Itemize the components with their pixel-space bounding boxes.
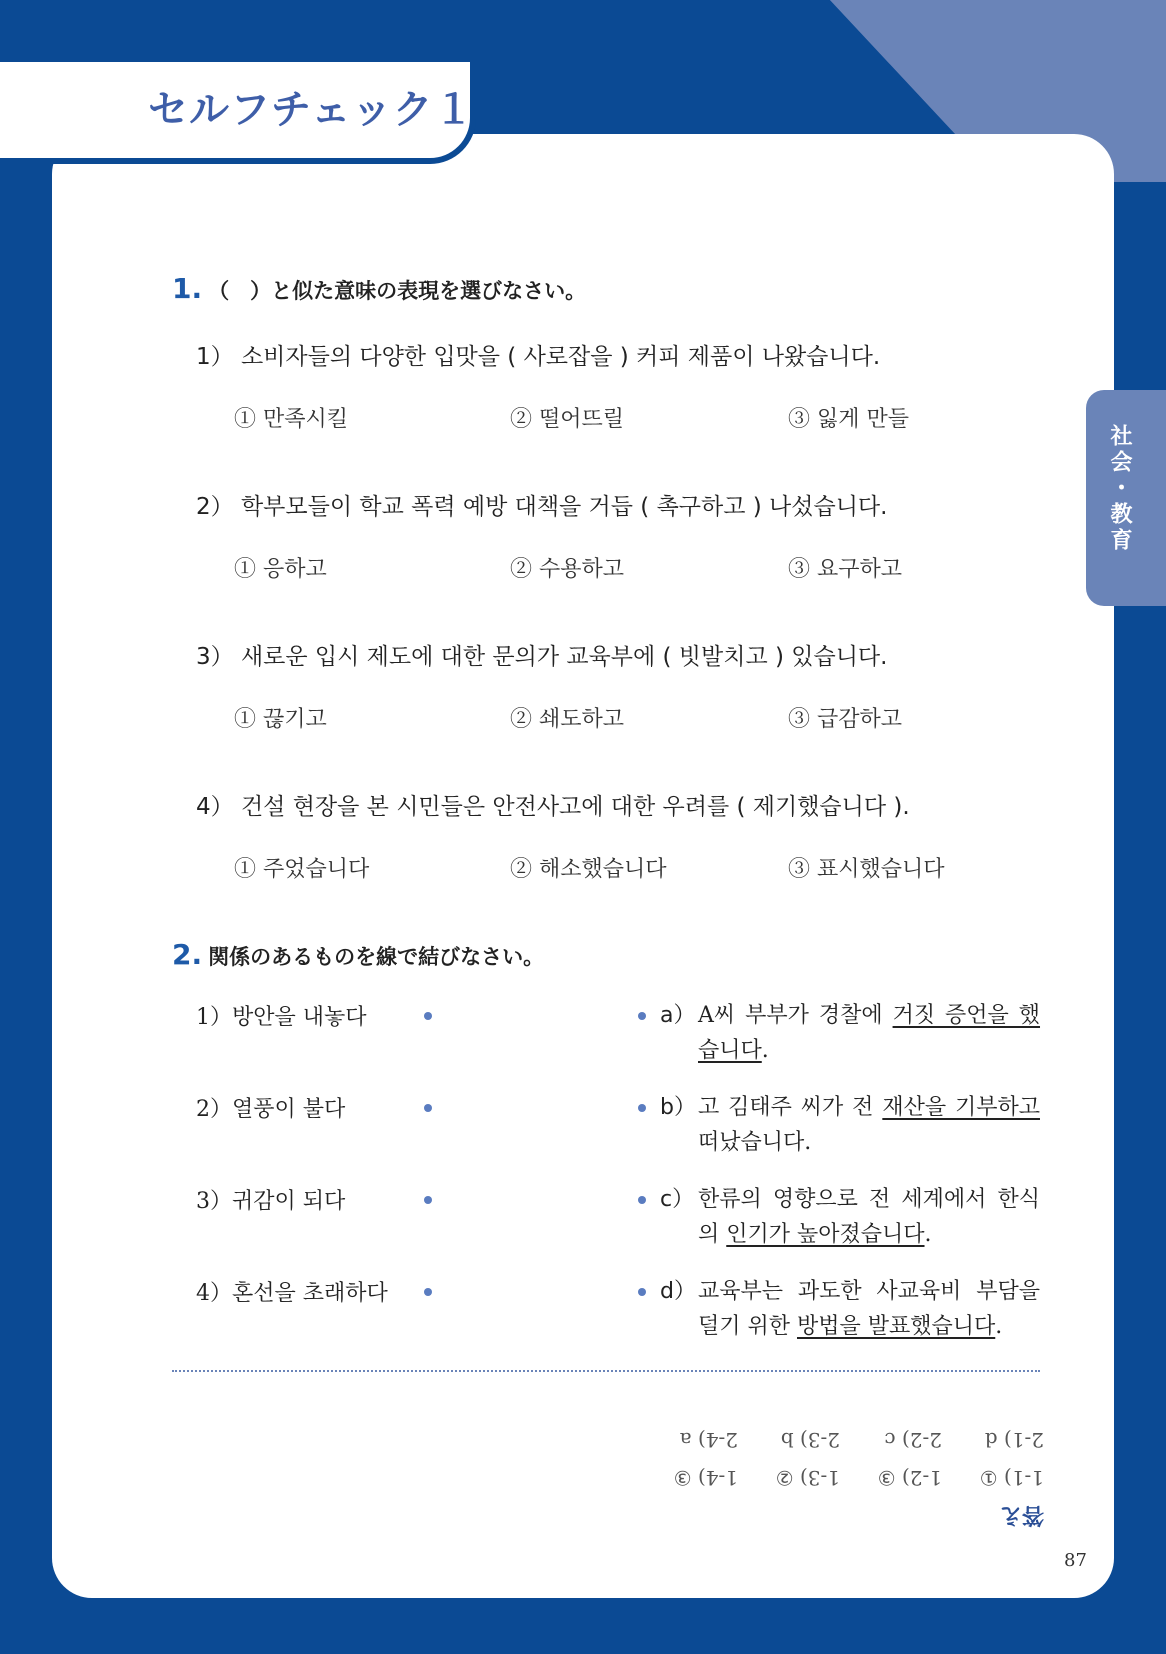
q1-instruction: （ ）と似た意味の表現を選びなさい。 xyxy=(208,279,587,303)
match-dot-left-1[interactable] xyxy=(424,1012,432,1020)
answer-2-4: 2-4) a xyxy=(679,1428,738,1452)
option-underlined: 방법을 발표했습니다 xyxy=(797,1314,996,1339)
item-sentence: 건설 현장을 본 시민들은 안전사고에 대한 우려를 ( 제기했습니다 ). xyxy=(240,794,910,820)
q2-right-c xyxy=(660,1182,1040,1252)
q2-heading xyxy=(172,938,544,971)
option-underlined: 인기가 높아졌습니다 xyxy=(726,1222,925,1247)
chapter-side-label xyxy=(1086,424,1152,554)
q1-3-choice-2: ② 쇄도하고 xyxy=(510,707,625,732)
q2-right-d xyxy=(660,1274,1040,1344)
option-underlined: 재산을 기부하고 xyxy=(882,1095,1040,1120)
match-dot-right-c[interactable] xyxy=(638,1196,646,1204)
q2-left-3: 3）귀감이 되다 xyxy=(196,1189,346,1214)
item-sentence: 소비자들의 다양한 입맛을 ( 사로잡을 ) 커피 제품이 나왔습니다. xyxy=(240,344,881,370)
option-text-end: . xyxy=(761,1038,769,1063)
q1-item-1 xyxy=(196,338,880,371)
option-text: A씨 부부가 경찰에 xyxy=(698,1003,893,1028)
answer-2-1: 2-1) d xyxy=(984,1428,1044,1452)
item-sentence: 새로운 입시 제도에 대한 문의가 교육부에 ( 빗발치고 ) 있습니다. xyxy=(240,644,888,670)
q2-instruction: 関係のあるものを線で結びなさい。 xyxy=(208,945,545,969)
q1-number: 1. xyxy=(172,272,203,305)
q1-2-choice-2: ② 수용하고 xyxy=(510,557,625,582)
q1-item-2 xyxy=(196,488,887,521)
match-dot-left-2[interactable] xyxy=(424,1104,432,1112)
item-label: 3） xyxy=(196,644,234,670)
item-label: 1） xyxy=(196,344,234,370)
match-dot-right-a[interactable] xyxy=(638,1012,646,1020)
answer-key xyxy=(672,1402,1044,1532)
answer-title: 答え xyxy=(999,1502,1044,1527)
q1-1-choice-3: ③ 잃게 만들 xyxy=(788,407,909,432)
answer-divider xyxy=(172,1370,1040,1372)
answer-1-1: 1-1) ① xyxy=(979,1466,1044,1490)
option-label: b） xyxy=(660,1095,696,1120)
option-text-end: 떠났습니다. xyxy=(698,1130,812,1155)
answer-1-4: 1-4) ③ xyxy=(673,1466,738,1490)
option-text: 교육부는 과도한 사교육비 부담을 덜기 위한 xyxy=(698,1279,1040,1339)
q1-4-choice-3: ③ 표시했습니다 xyxy=(788,857,945,882)
option-text-end: . xyxy=(995,1314,1003,1339)
match-dot-left-4[interactable] xyxy=(424,1288,432,1296)
q1-2-choice-1: ① 응하고 xyxy=(234,557,327,582)
q1-item-3 xyxy=(196,638,887,671)
answer-2-3: 2-3) b xyxy=(780,1428,840,1452)
q1-3-choice-1: ① 끊기고 xyxy=(234,707,327,732)
answer-row-1 xyxy=(636,1466,1044,1490)
option-text-end: . xyxy=(924,1222,932,1247)
q1-heading xyxy=(172,272,586,305)
q2-left-4: 4）혼선을 초래하다 xyxy=(196,1281,388,1306)
match-dot-right-d[interactable] xyxy=(638,1288,646,1296)
answer-2-2: 2-2) c xyxy=(884,1428,942,1452)
q2-left-1: 1）방안을 내놓다 xyxy=(196,1005,367,1030)
page-title: セルフチェック１ xyxy=(148,87,475,133)
page-number: 87 xyxy=(1064,1550,1087,1571)
answer-1-2: 1-2) ③ xyxy=(877,1466,942,1490)
q1-item-4 xyxy=(196,788,910,821)
option-label: c） xyxy=(660,1187,695,1212)
q1-1-choice-1: ① 만족시킬 xyxy=(234,407,349,432)
q2-right-b xyxy=(660,1090,1040,1160)
q1-1-choice-2: ② 떨어뜨릴 xyxy=(510,407,625,432)
q1-4-choice-1: ① 주었습니다 xyxy=(234,857,370,882)
q1-3-choice-3: ③ 급감하고 xyxy=(788,707,903,732)
q1-4-choice-2: ② 해소했습니다 xyxy=(510,857,667,882)
match-dot-left-3[interactable] xyxy=(424,1196,432,1204)
option-underlined: 거짓 증언을 했습니다 xyxy=(698,1003,1041,1063)
option-text: 한류의 영향으로 전 세계에서 한식의 xyxy=(698,1187,1040,1247)
answer-row-2 xyxy=(636,1428,1044,1452)
q2-number: 2. xyxy=(172,938,203,971)
q1-2-choice-3: ③ 요구하고 xyxy=(788,557,903,582)
answer-1-3: 1-3) ② xyxy=(775,1466,840,1490)
side-label-text: 社会・教育 xyxy=(1107,424,1132,554)
option-text: 고 김태주 씨가 전 xyxy=(698,1095,883,1120)
q2-left-2: 2）열풍이 불다 xyxy=(196,1097,346,1122)
item-sentence: 학부모들이 학교 폭력 예방 대책을 거듭 ( 촉구하고 ) 나섰습니다. xyxy=(240,494,888,520)
match-dot-right-b[interactable] xyxy=(638,1104,646,1112)
option-label: d） xyxy=(660,1279,696,1304)
q2-right-a xyxy=(660,998,1040,1068)
item-label: 4） xyxy=(196,794,234,820)
option-label: a） xyxy=(660,1003,696,1028)
item-label: 2） xyxy=(196,494,234,520)
